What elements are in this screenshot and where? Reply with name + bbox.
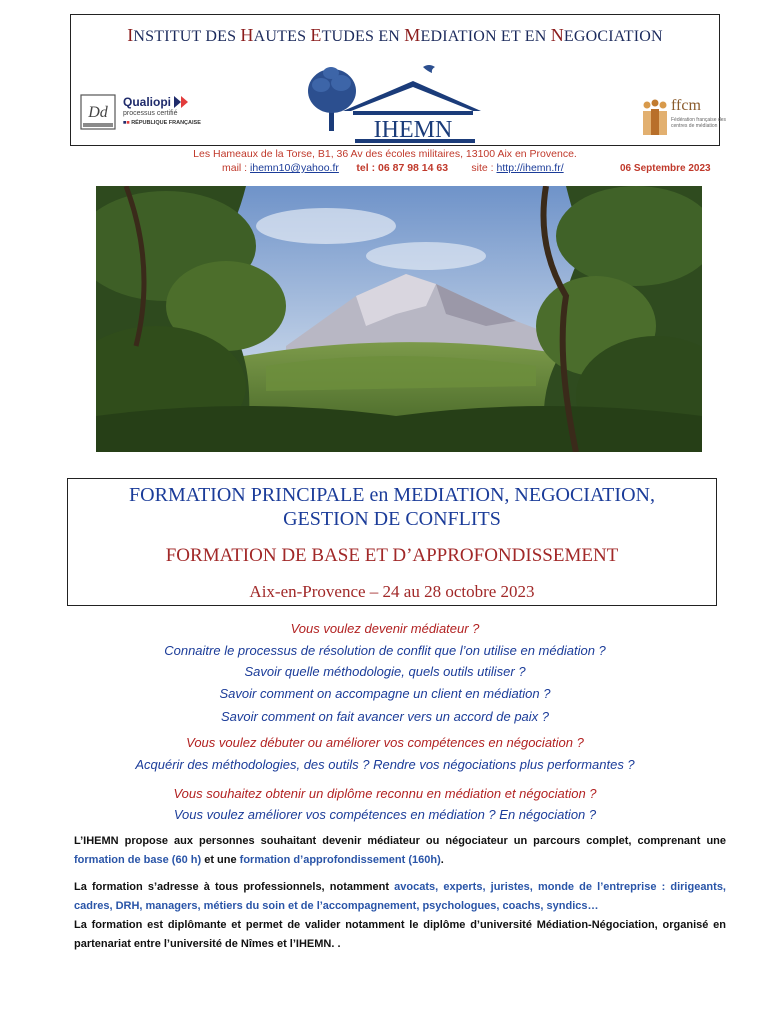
- question-7: Acquérir des méthodologies, des outils ? Rendre vos négociations plus performantes ?: [135, 757, 635, 772]
- phone-text: tel : 06 87 98 14 63: [356, 162, 449, 174]
- formation-box: [67, 478, 717, 606]
- question-1: Vous voulez devenir médiateur ?: [290, 621, 480, 636]
- question-4: Savoir comment on accompagne un client en médiation ?: [219, 686, 551, 701]
- formation-title: FORMATION PRINCIPALE en MEDIATION, NEGOCIATION, GESTION DE CONFLITS: [129, 484, 655, 530]
- question-2: Connaitre le processus de résolution de conflit que l’on utilise en médiation ?: [164, 643, 606, 658]
- question-6: Vous voulez débuter ou améliorer vos compétences en négociation ?: [186, 735, 584, 750]
- address-line: Les Hameaux de la Torse, B1, 36 Av des écoles militaires, 13100 Aix en Provence.: [193, 148, 577, 160]
- qualiopi-arrows-icon: [174, 96, 190, 108]
- header-box: [70, 14, 727, 146]
- question-5: Savoir comment on fait avancer vers un accord de paix ?: [220, 709, 550, 724]
- datadock-logo-icon: [79, 93, 117, 131]
- ihemn-logo: [303, 61, 483, 145]
- email-link[interactable]: ihemn10@yahoo.fr: [250, 162, 339, 174]
- institute-title: INSTITUT DES HAUTES ETUDES EN MEDIATION ET EN NEGOCIATION: [127, 25, 663, 45]
- contact-line: mail : ihemn10@yahoo.fr tel : 06 87 98 14 63 site : http://ihemn.fr/: [222, 162, 564, 174]
- document-date: 06 Septembre 2023: [620, 163, 711, 174]
- audience-paragraph: La formation s’adresse à tous professionnels, notamment avocats, experts, juristes, monde de l’entreprise : dirigeants, cadres, DRH, managers, métiers du soin et de l’accompagnement, psychologues, coachs, syndics… La formation est diplômante et permet de valider notamment le diplôme d’université Médiation-Négociation, organisé en partenariat entre l’université de Nîmes et l’IHEMN. .: [74, 881, 726, 950]
- question-9: Vous voulez améliorer vos compétences en médiation ? En négociation ?: [173, 807, 597, 822]
- svg-text:Dd: Dd: [88, 104, 108, 121]
- formation-place-dates: Aix-en-Provence – 24 au 28 octobre 2023: [249, 582, 535, 601]
- qualiopi-logo: Qualiopi processus certifié ■■ RÉPUBLIQUE FRANÇAISE: [123, 95, 201, 126]
- formation-subtitle: FORMATION DE BASE ET D’APPROFONDISSEMENT: [165, 545, 619, 566]
- intro-paragraph: L’IHEMN propose aux personnes souhaitant devenir médiateur ou négociateur un parcours complet, comprenant une formation de base (60 h) et une formation d’approfondissement (160h).: [74, 835, 726, 866]
- ffcm-people-icon: [641, 97, 669, 137]
- svg-text:IHEMN: IHEMN: [373, 117, 453, 143]
- ffcm-logo: ffcm Fédération française des centres de médiation: [641, 97, 719, 141]
- landscape-photo: [96, 186, 702, 452]
- question-3: Savoir quelle méthodologie, quels outils utiliser ?: [244, 664, 526, 679]
- question-8: Vous souhaitez obtenir un diplôme reconnu en médiation et négociation ?: [173, 786, 597, 801]
- website-link[interactable]: http://ihemn.fr/: [496, 162, 564, 174]
